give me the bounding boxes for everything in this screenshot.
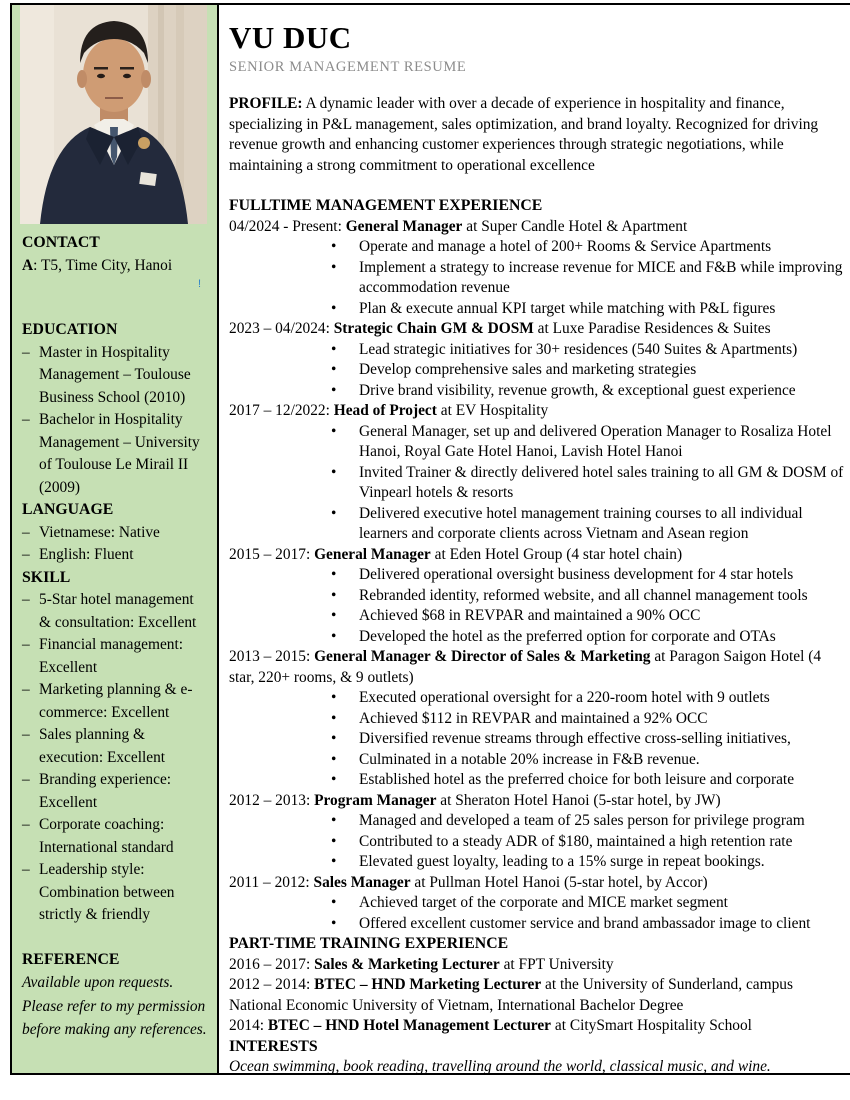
entry-title: Sales Manager	[313, 873, 411, 891]
profile-label: PROFILE:	[229, 95, 303, 112]
entry-suffix: at the University of Sunderland, campus National Economic University of Vietnam, International Bachelor Degree	[229, 976, 793, 1014]
bullet-item: • Delivered executive hotel management training courses to all individual learners and corporate clients across Vietnam and Asean region	[359, 504, 845, 545]
education-list	[22, 342, 209, 500]
bullet-item: • Operate and manage a hotel of 200+ Rooms & Service Apartments	[359, 237, 845, 258]
bullet-item: • Achieved target of the corporate and MICE market segment	[359, 893, 845, 914]
bullet-item: • Achieved $68 in REVPAR and maintained a 90% OCC	[359, 606, 845, 627]
entry-suffix: at Luxe Paradise Residences & Suites	[533, 320, 771, 337]
list-item: – Leadership style: Combination between strictly & friendly	[22, 859, 209, 927]
bullet-item: • Plan & execute annual KPI target while matching with P&L figures	[359, 299, 845, 320]
experience-entry-heading	[229, 975, 845, 1016]
bullet-item: • General Manager, set up and delivered Operation Manager to Rosaliza Hotel Hanoi, Royal Gate Hotel Hanoi, Lavish Hotel Hanoi	[359, 422, 845, 463]
entry-period: 2011 – 2012:	[229, 873, 314, 891]
bullet-item: • Lead strategic initiatives for 30+ residences (540 Suites & Apartments)	[359, 340, 845, 361]
resume-document	[10, 3, 850, 1075]
entry-title: Sales & Marketing Lecturer	[314, 955, 500, 973]
entry-bullet-list	[229, 893, 845, 934]
interests-text: Ocean swimming, book reading, travelling around the world, classical music, and wine.	[229, 1058, 771, 1075]
experience-entry-heading	[229, 647, 845, 688]
list-item: – Branding experience: Excellent	[22, 769, 209, 814]
list-item: – English: Fluent	[22, 544, 209, 567]
profile-paragraph	[229, 94, 845, 176]
entry-period: 2015 – 2017:	[229, 545, 315, 563]
entry-title: General Manager	[345, 217, 463, 235]
entry-bullet-list	[229, 422, 845, 545]
experience-entry-heading	[229, 319, 845, 340]
experience-entry-heading	[229, 401, 845, 422]
skill-heading: SKILL	[22, 568, 71, 586]
reference-text: Available upon requests. Please refer to my permission before making any references.	[22, 974, 207, 1038]
skill-list	[22, 589, 209, 927]
bullet-item: • Established hotel as the preferred choice for both leisure and corporate	[359, 770, 845, 791]
entry-period: 2013 – 2015:	[229, 648, 315, 665]
main-content	[219, 5, 850, 1073]
subtitle: SENIOR MANAGEMENT RESUME	[229, 59, 467, 75]
entry-suffix: at Paragon Saigon Hotel (4 star, 220+ rooms, & 9 outlets)	[229, 648, 822, 686]
section-interests	[229, 1037, 845, 1076]
profile-photo	[20, 5, 207, 224]
contact-value: : T5, Time City, Hanoi	[33, 256, 173, 274]
fulltime-entries	[229, 217, 845, 935]
sidebar-body	[12, 224, 217, 1042]
entry-period: 2023 – 04/2024:	[229, 320, 334, 337]
education-heading: EDUCATION	[22, 321, 118, 338]
entry-title: BTEC – HND Marketing Lecturer	[314, 976, 542, 993]
bullet-item: • Diversified revenue streams through effective cross-selling initiatives,	[359, 729, 845, 750]
section-parttime-experience	[229, 934, 845, 1037]
entry-title: General Manager	[314, 545, 431, 563]
entry-suffix: at CitySmart Hospitality School	[551, 1017, 752, 1034]
fulltime-heading: FULLTIME MANAGEMENT EXPERIENCE	[229, 197, 543, 214]
entry-period: 2017 – 12/2022:	[229, 402, 334, 419]
interests-heading: INTERESTS	[229, 1037, 318, 1055]
reference-heading: REFERENCE	[22, 950, 120, 968]
parttime-entries	[229, 955, 845, 1037]
entry-bullet-list	[229, 811, 845, 873]
entry-suffix: at Pullman Hotel Hanoi (5-star hotel, by Accor)	[410, 873, 708, 891]
bullet-item: • Delivered operational oversight business development for 4 star hotels	[359, 565, 845, 586]
experience-entry-heading	[229, 1016, 845, 1037]
bullet-item: • Implement a strategy to increase revenue for MICE and F&B while improving accommodation revenue	[359, 258, 845, 299]
entry-period: 2014:	[229, 1017, 268, 1034]
bullet-item: • Achieved $112 in REVPAR and maintained a 92% OCC	[359, 709, 845, 730]
entry-bullet-list	[229, 340, 845, 402]
entry-title: Head of Project	[333, 402, 437, 419]
entry-period: 2012 – 2014:	[229, 976, 315, 993]
experience-entry-heading	[229, 217, 845, 238]
entry-period: 2012 – 2013:	[229, 791, 315, 809]
page-title: VU DUC	[229, 20, 352, 55]
entry-suffix: at EV Hospitality	[436, 402, 549, 419]
experience-entry-heading	[229, 791, 845, 812]
language-list	[22, 522, 209, 567]
entry-suffix: at Eden Hotel Group (4 star hotel chain)	[430, 545, 683, 563]
entry-suffix: at FPT University	[499, 955, 614, 973]
entry-bullet-list	[229, 565, 845, 647]
entry-period: 2016 – 2017:	[229, 955, 315, 973]
bullet-item: • Executed operational oversight for a 220-room hotel with 9 outlets	[359, 688, 845, 709]
parttime-heading: PART-TIME TRAINING EXPERIENCE	[229, 935, 509, 952]
bullet-item: • Contributed to a steady ADR of $180, maintained a high retention rate	[359, 832, 845, 853]
experience-entry-heading	[229, 873, 845, 894]
list-item: – Corporate coaching: International standard	[22, 814, 209, 859]
experience-entry-heading	[229, 955, 845, 976]
contact-heading: CONTACT	[22, 234, 100, 251]
list-item: – Bachelor in Hospitality Management – University of Toulouse Le Mirail II (2009)	[22, 409, 209, 499]
list-item: – Vietnamese: Native	[22, 522, 209, 545]
bullet-item: • Offered excellent customer service and brand ambassador image to client	[359, 914, 845, 935]
entry-title: BTEC – HND Hotel Management Lecturer	[267, 1017, 552, 1034]
entry-title: General Manager & Director of Sales & Marketing	[314, 648, 651, 665]
list-item: – Marketing planning & e-commerce: Excellent	[22, 679, 209, 724]
bullet-item: • Rebranded identity, reformed website, and all channel management tools	[359, 586, 845, 607]
entry-suffix: at Super Candle Hotel & Apartment	[462, 217, 688, 235]
entry-bullet-list	[229, 688, 845, 791]
bullet-item: • Elevated guest loyalty, leading to a 15% surge in repeat bookings.	[359, 852, 845, 873]
entry-suffix: at Sheraton Hotel Hanoi (5-star hotel, by JW)	[436, 791, 721, 809]
list-item: – Sales planning & execution: Excellent	[22, 724, 209, 769]
entry-title: Strategic Chain GM & DOSM	[333, 320, 534, 337]
contact-label: A	[22, 256, 34, 274]
sidebar	[12, 5, 219, 1073]
entry-title: Program Manager	[314, 791, 437, 809]
annotation-mark: !	[197, 278, 201, 290]
bullet-item: • Managed and developed a team of 25 sales person for privilege program	[359, 811, 845, 832]
profile-text: A dynamic leader with over a decade of experience in hospitality and finance, specializing in P&L management, sales optimization, and brand loyalty. Recognized for driving revenue growth and enhancing customer experiences through strategic negotiations, while maintaining a strong commitment to operational excellence	[229, 95, 819, 174]
list-item: – Financial management: Excellent	[22, 634, 209, 679]
list-item: – 5-Star hotel management & consultation: Excellent	[22, 589, 209, 634]
bullet-item: • Develop comprehensive sales and marketing strategies	[359, 360, 845, 381]
entry-period: 04/2024 - Present:	[229, 217, 346, 235]
entry-bullet-list	[229, 237, 845, 319]
section-fulltime-experience	[229, 196, 845, 934]
list-item: – Master in Hospitality Management – Toulouse Business School (2010)	[22, 342, 209, 410]
language-heading: LANGUAGE	[22, 501, 114, 518]
portrait-photo-icon	[20, 5, 207, 224]
bullet-item: • Culminated in a notable 20% increase in F&B revenue.	[359, 750, 845, 771]
bullet-item: • Invited Trainer & directly delivered hotel sales training to all GM & DOSM of Vinpearl hotels & resorts	[359, 463, 845, 504]
bullet-item: • Developed the hotel as the preferred option for corporate and OTAs	[359, 627, 845, 648]
bullet-item: • Drive brand visibility, revenue growth, & exceptional guest experience	[359, 381, 845, 402]
contact-address	[22, 255, 209, 278]
experience-entry-heading	[229, 545, 845, 566]
